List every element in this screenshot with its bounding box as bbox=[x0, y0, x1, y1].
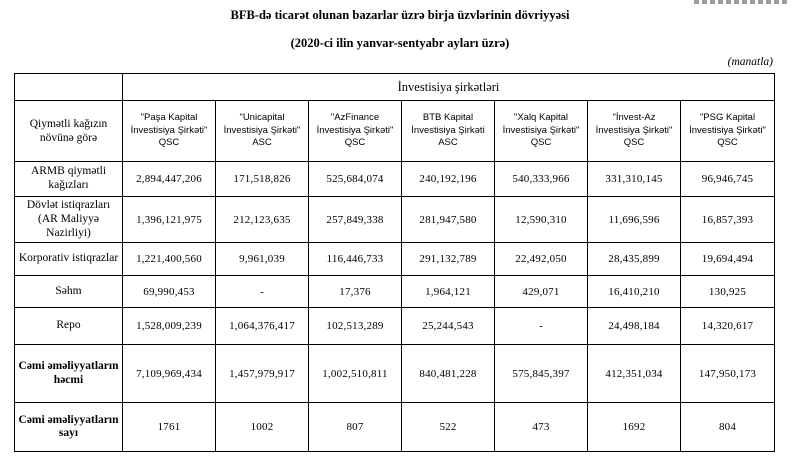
value-cell: 1,457,979,917 bbox=[216, 345, 309, 403]
value-cell: 9,961,039 bbox=[216, 243, 309, 276]
row-label: Cəmi əməliyyatların həcmi bbox=[15, 345, 123, 403]
table-row bbox=[15, 276, 775, 308]
table-row bbox=[15, 403, 775, 452]
value-cell: 257,849,338 bbox=[309, 197, 402, 243]
value-cell: 331,310,145 bbox=[588, 162, 681, 197]
value-cell: 11,696,596 bbox=[588, 197, 681, 243]
value-cell: 147,950,173 bbox=[681, 345, 775, 403]
value-cell: 1002 bbox=[216, 403, 309, 452]
value-cell: 130,925 bbox=[681, 276, 775, 308]
value-cell: 2,894,447,206 bbox=[123, 162, 216, 197]
row-label: Repo bbox=[15, 308, 123, 345]
value-cell: 291,132,789 bbox=[402, 243, 495, 276]
value-cell: 804 bbox=[681, 403, 775, 452]
value-cell: 525,684,074 bbox=[309, 162, 402, 197]
turnover-table bbox=[14, 73, 775, 452]
column-header-row bbox=[15, 101, 775, 162]
value-cell: 1,002,510,811 bbox=[309, 345, 402, 403]
value-cell: 96,946,745 bbox=[681, 162, 775, 197]
value-cell: 1,396,121,975 bbox=[123, 197, 216, 243]
clipped-text-fragment bbox=[694, 0, 790, 4]
column-header-company: "Xalq Kapital İnvestisiya Şirkəti" QSC bbox=[495, 101, 588, 162]
row-label: Korporativ istiqrazlar bbox=[15, 243, 123, 276]
value-cell: 1,528,009,239 bbox=[123, 308, 216, 345]
group-header: İnvestisiya şirkətləri bbox=[123, 74, 775, 101]
table-row bbox=[15, 162, 775, 197]
value-cell: 171,518,826 bbox=[216, 162, 309, 197]
value-cell: 212,123,635 bbox=[216, 197, 309, 243]
value-cell: 14,320,617 bbox=[681, 308, 775, 345]
value-cell: 1,964,121 bbox=[402, 276, 495, 308]
unit-note: (manatla) bbox=[727, 56, 773, 68]
ghost-cell bbox=[15, 74, 123, 101]
value-cell: 540,333,966 bbox=[495, 162, 588, 197]
row-label: Səhm bbox=[15, 276, 123, 308]
value-cell: 28,435,899 bbox=[588, 243, 681, 276]
row-label: ARMB qiymətli kağızları bbox=[15, 162, 123, 197]
column-header-company: "Unicapital İnvestisiya Şirkəti" ASC bbox=[216, 101, 309, 162]
value-cell: - bbox=[495, 308, 588, 345]
value-cell: 807 bbox=[309, 403, 402, 452]
value-cell: 412,351,034 bbox=[588, 345, 681, 403]
value-cell: 25,244,543 bbox=[402, 308, 495, 345]
table-row bbox=[15, 243, 775, 276]
value-cell: 22,492,050 bbox=[495, 243, 588, 276]
value-cell: 17,376 bbox=[309, 276, 402, 308]
row-label: Dövlət istiqrazları (AR Maliyyə Nazirliyi) bbox=[15, 197, 123, 243]
value-cell: 1692 bbox=[588, 403, 681, 452]
value-cell: 12,590,310 bbox=[495, 197, 588, 243]
value-cell: 19,694,494 bbox=[681, 243, 775, 276]
value-cell: 7,109,969,434 bbox=[123, 345, 216, 403]
value-cell: 24,498,184 bbox=[588, 308, 681, 345]
row-label: Cəmi əməliyyatların sayı bbox=[15, 403, 123, 452]
value-cell: 116,446,733 bbox=[309, 243, 402, 276]
value-cell: 240,192,196 bbox=[402, 162, 495, 197]
value-cell: 522 bbox=[402, 403, 495, 452]
column-header-company: "PSG Kapital İnvestisiya Şirkəti" QSC bbox=[681, 101, 775, 162]
value-cell: 840,481,228 bbox=[402, 345, 495, 403]
table-row bbox=[15, 345, 775, 403]
document-title: BFB-də ticarət olunan bazarlar üzrə birja üzvlərinin dövriyyəsi bbox=[230, 8, 570, 22]
value-cell: 575,845,397 bbox=[495, 345, 588, 403]
value-cell: 1,221,400,560 bbox=[123, 243, 216, 276]
table-row bbox=[15, 197, 775, 243]
column-header-company: BTB Kapital İnvestisiya Şirkəti ASC bbox=[402, 101, 495, 162]
value-cell: 16,857,393 bbox=[681, 197, 775, 243]
column-header-company: "İnvest-Az İnvestisiya Şirkəti" QSC bbox=[588, 101, 681, 162]
group-header-row bbox=[15, 74, 775, 101]
value-cell: 281,947,580 bbox=[402, 197, 495, 243]
column-header-company: "Paşa Kapital İnvestisiya Şirkəti" QSC bbox=[123, 101, 216, 162]
value-cell: 16,410,210 bbox=[588, 276, 681, 308]
document-subtitle: (2020-ci ilin yanvar-sentyabr ayları üzrə) bbox=[290, 36, 510, 50]
value-cell: 1761 bbox=[123, 403, 216, 452]
table-row bbox=[15, 308, 775, 345]
value-cell: 1,064,376,417 bbox=[216, 308, 309, 345]
row-header-title: Qiymətli kağızın növünə görə bbox=[15, 101, 123, 162]
value-cell: 429,071 bbox=[495, 276, 588, 308]
column-header-company: "AzFinance İnvestisiya Şirkəti" QSC bbox=[309, 101, 402, 162]
value-cell: 102,513,289 bbox=[309, 308, 402, 345]
value-cell: 473 bbox=[495, 403, 588, 452]
value-cell: - bbox=[216, 276, 309, 308]
value-cell: 69,990,453 bbox=[123, 276, 216, 308]
